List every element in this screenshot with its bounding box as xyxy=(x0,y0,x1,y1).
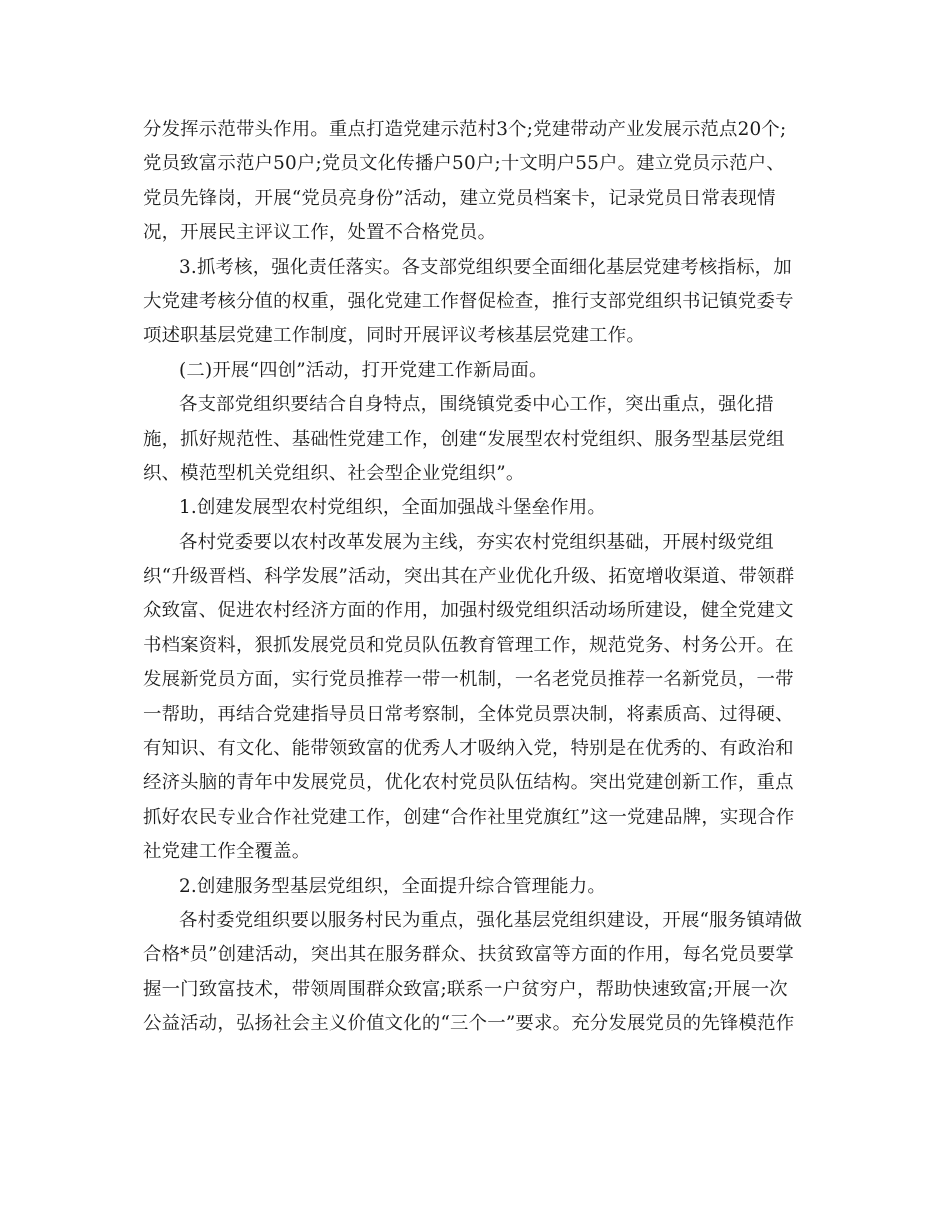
text-line: 众致富、促进农村经济方面的作用，加强村级党组织活动场所建设，健全党建文 xyxy=(143,600,794,622)
text-line: 握一门致富技术，带领周围群众致富;联系一户贫穷户，帮助快速致富;开展一次 xyxy=(143,978,788,1000)
text-line: 书档案资料，狠抓发展党员和党员队伍教育管理工作，规范党务、村务公开。在 xyxy=(143,634,794,656)
text-line: 党员先锋岗，开展“党员亮身份”活动，建立党员档案卡，记录党员日常表现情 xyxy=(143,187,776,209)
text-line: 发展新党员方面，实行党员推荐一带一机制，一名老党员推荐一名新党员，一带 xyxy=(143,669,794,691)
text-line: 项述职基层党建工作制度，同时开展评议考核基层党建工作。 xyxy=(143,325,645,347)
text-line: 大党建考核分值的权重，强化党建工作督促检查，推行支部党组织书记镇党委专 xyxy=(143,290,794,312)
text-line: 经济头脑的青年中发展党员，优化农村党员队伍结构。突出党建创新工作，重点 xyxy=(143,772,794,794)
text-line: 1.创建发展型农村党组织，全面加强战斗堡垒作用。 xyxy=(179,497,606,519)
text-line: 况，开展民主评议工作，处置不合格党员。 xyxy=(143,222,497,244)
text-line: 有知识、有文化、能带领致富的优秀人才吸纳入党，特别是在优秀的、有政治和 xyxy=(143,738,794,760)
text-line: 织“升级晋档、科学发展”活动，突出其在产业优化升级、拓宽增收渠道、带领群 xyxy=(143,566,795,588)
text-line: 各支部党组织要结合自身特点，围绕镇党委中心工作，突出重点，强化措 xyxy=(179,394,774,416)
text-line: 一帮助，再结合党建指导员日常考察制，全体党员票决制，将素质高、过得硬、 xyxy=(143,703,794,725)
text-line: 3.抓考核，强化责任落实。各支部党组织要全面细化基层党建考核指标，加 xyxy=(179,256,792,278)
document-body xyxy=(143,113,823,1042)
text-line: 分发挥示范带头作用。重点打造党建示范村3个;党建带动产业发展示范点20个; xyxy=(143,119,787,140)
text-line: 合格*员”创建活动，突出其在服务群众、扶贫致富等方面的作用，每名党员要掌 xyxy=(143,944,795,966)
text-line: 织、模范型机关党组织、社会型企业党组织”。 xyxy=(143,462,525,484)
text-line: 公益活动，弘扬社会主义价值文化的“三个一”要求。充分发展党员的先锋模范作 xyxy=(143,1013,795,1035)
text-line: 2.创建服务型基层党组织，全面提升综合管理能力。 xyxy=(179,875,606,897)
text-line: 各村委党组织要以服务村民为重点，强化基层党组织建设，开展“服务镇靖做 xyxy=(179,909,803,931)
text-line: (二)开展“四创”活动，打开党建工作新局面。 xyxy=(179,359,548,381)
text-line: 施，抓好规范性、基础性党建工作，创建“发展型农村党组织、服务型基层党组 xyxy=(143,428,785,450)
text-line: 抓好农民专业合作社党建工作，创建“合作社里党旗红”这一党建品牌，实现合作 xyxy=(143,806,795,828)
text-line: 各村党委要以农村改革发展为主线，夯实农村党组织基础，开展村级党组 xyxy=(179,531,774,553)
text-line: 社党建工作全覆盖。 xyxy=(143,841,311,863)
text-line: 党员致富示范户50户;党员文化传播户50户;十文明户55户。建立党员示范户、 xyxy=(143,153,785,175)
